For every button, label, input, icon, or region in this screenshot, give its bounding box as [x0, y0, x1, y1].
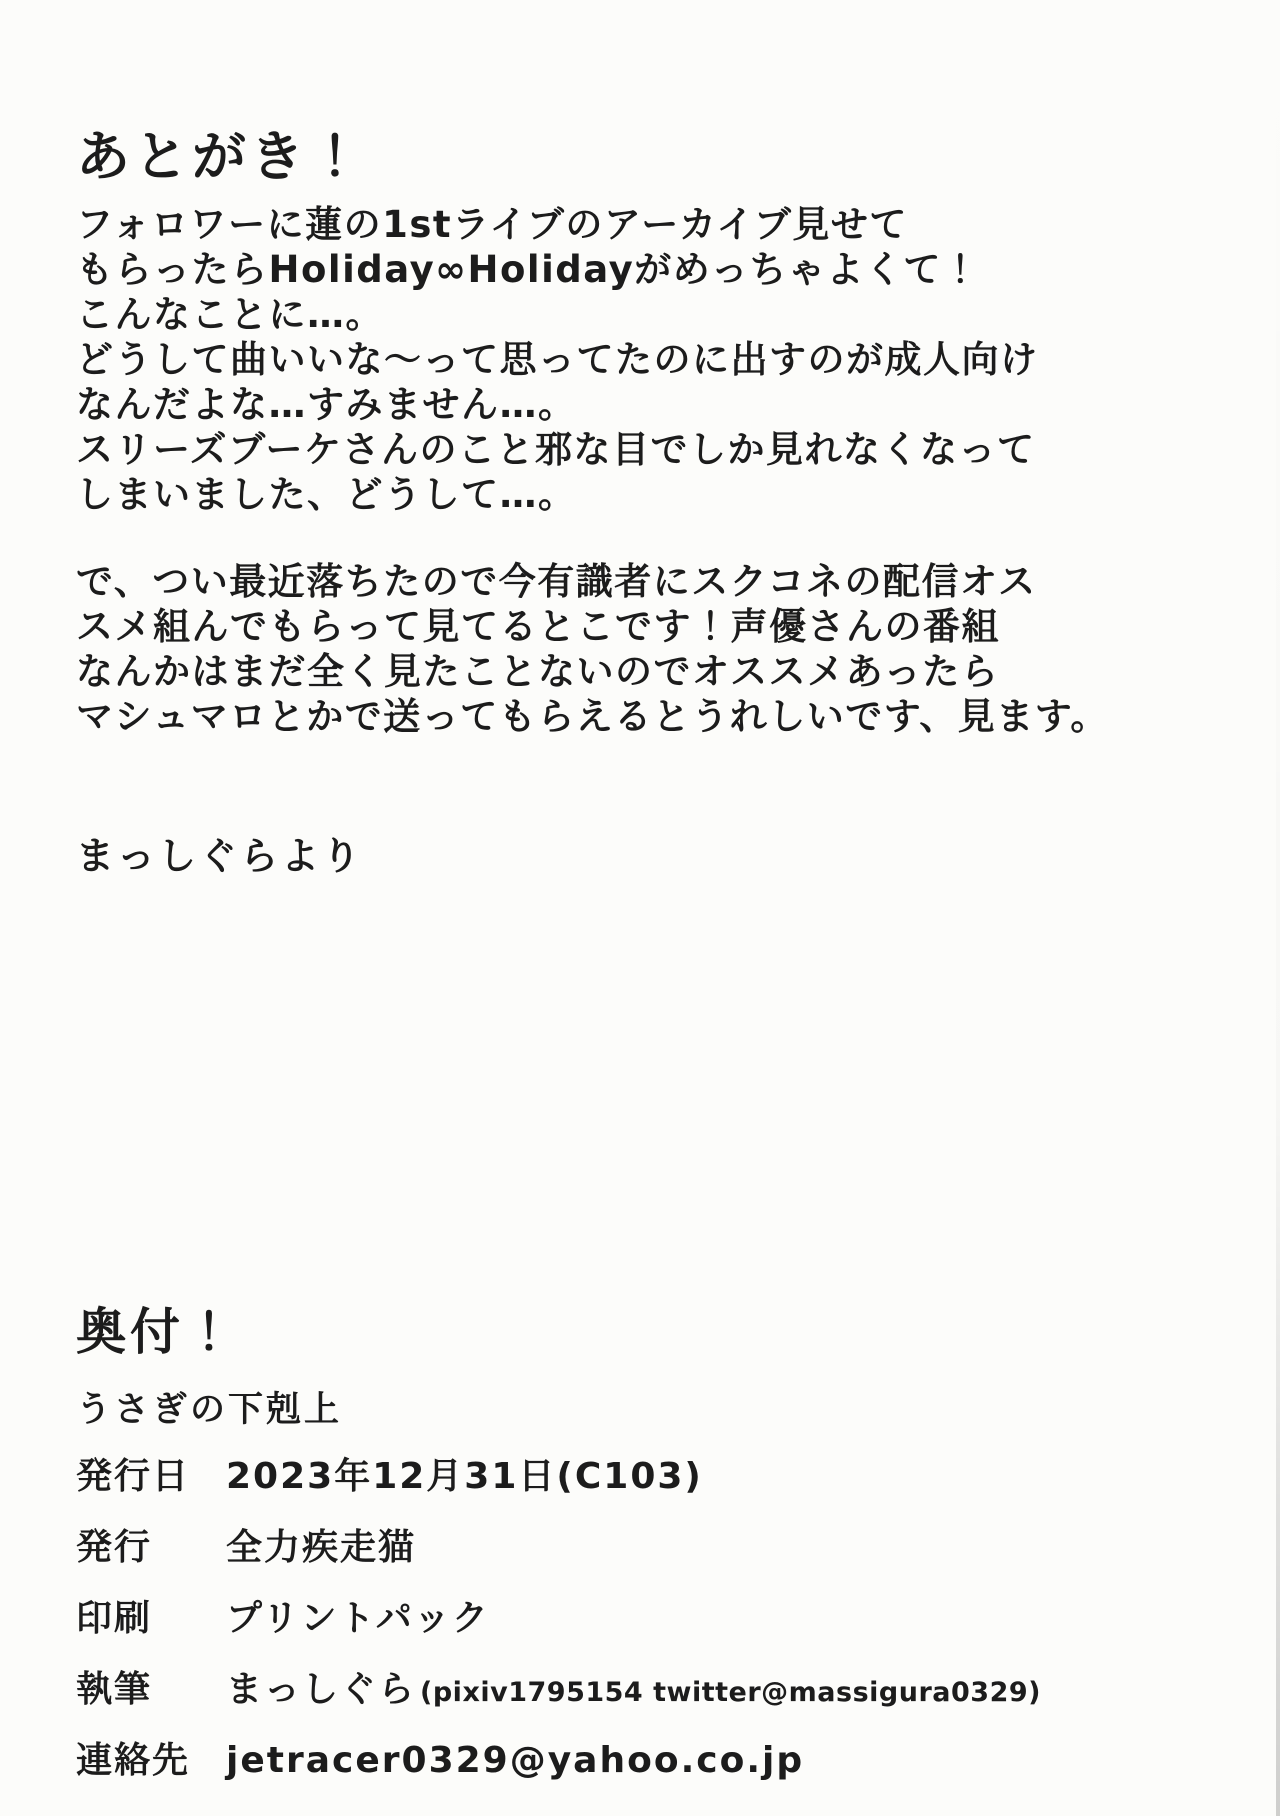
afterword-line: マシュマロとかで送ってもらえるとうれしいです、見ます。: [76, 695, 1109, 739]
colophon-label: 執筆: [76, 1669, 153, 1710]
paragraph-gap: [76, 517, 1216, 559]
colophon-label: 連絡先: [76, 1740, 191, 1781]
colophon-section: [76, 1292, 1216, 1803]
afterword-line: で、つい最近落ちたので今有識者にスクコネの配信オス: [76, 560, 1037, 604]
contact-email: jetracer0329@yahoo.co.jp: [226, 1740, 805, 1781]
afterword-line: スメ組んでもらって見てるとこです！声優さんの番組: [76, 605, 1000, 649]
colophon-label: 印刷: [76, 1598, 153, 1639]
publish-date: 2023年12月31日(C103): [226, 1456, 703, 1497]
author-signature: まっしぐらより: [76, 834, 364, 879]
colophon-row-publish-date: [76, 1448, 1216, 1499]
printer-name: プリントパック: [226, 1598, 490, 1639]
afterword-section: [76, 126, 1216, 880]
colophon-row-contact: [76, 1732, 1216, 1783]
colophon-row-publisher: [76, 1519, 1216, 1570]
colophon-label: 発行日: [76, 1456, 191, 1497]
author-name: まっしぐら: [226, 1669, 417, 1710]
publisher-name: 全力疾走猫: [226, 1527, 417, 1568]
afterword-line: こんなことに…。: [76, 293, 384, 337]
colophon-title: 奥付！: [76, 1303, 238, 1361]
author-accounts: (pixiv1795154 twitter@massigura0329): [420, 1677, 1041, 1708]
afterword-title: あとがき！: [76, 125, 366, 188]
colophon-row-printer: [76, 1590, 1216, 1641]
afterword-paragraph-1: [76, 202, 1216, 517]
afterword-line: しまいました、どうして…。: [76, 473, 577, 517]
afterword-line: もらったらHoliday∞Holidayがめっちゃよくて！: [76, 248, 981, 292]
afterword-line: どうして曲いいな～って思ってたのに出すのが成人向け: [76, 338, 1039, 382]
afterword-line: スリーズブーケさんのこと邪な目でしか見れなくなって: [76, 428, 1036, 472]
colophon-label: 発行: [76, 1527, 153, 1568]
afterword-line: なんだよな…すみません…。: [76, 383, 577, 427]
afterword-line: フォロワーに蓮の1stライブのアーカイブ見せて: [76, 203, 908, 247]
colophon-row-author: [76, 1661, 1216, 1712]
afterword-paragraph-2: [76, 559, 1216, 739]
afterword-line: なんかはまだ全く見たことないのでオススメあったら: [76, 650, 1000, 694]
book-title: うさぎの下剋上: [76, 1390, 343, 1430]
